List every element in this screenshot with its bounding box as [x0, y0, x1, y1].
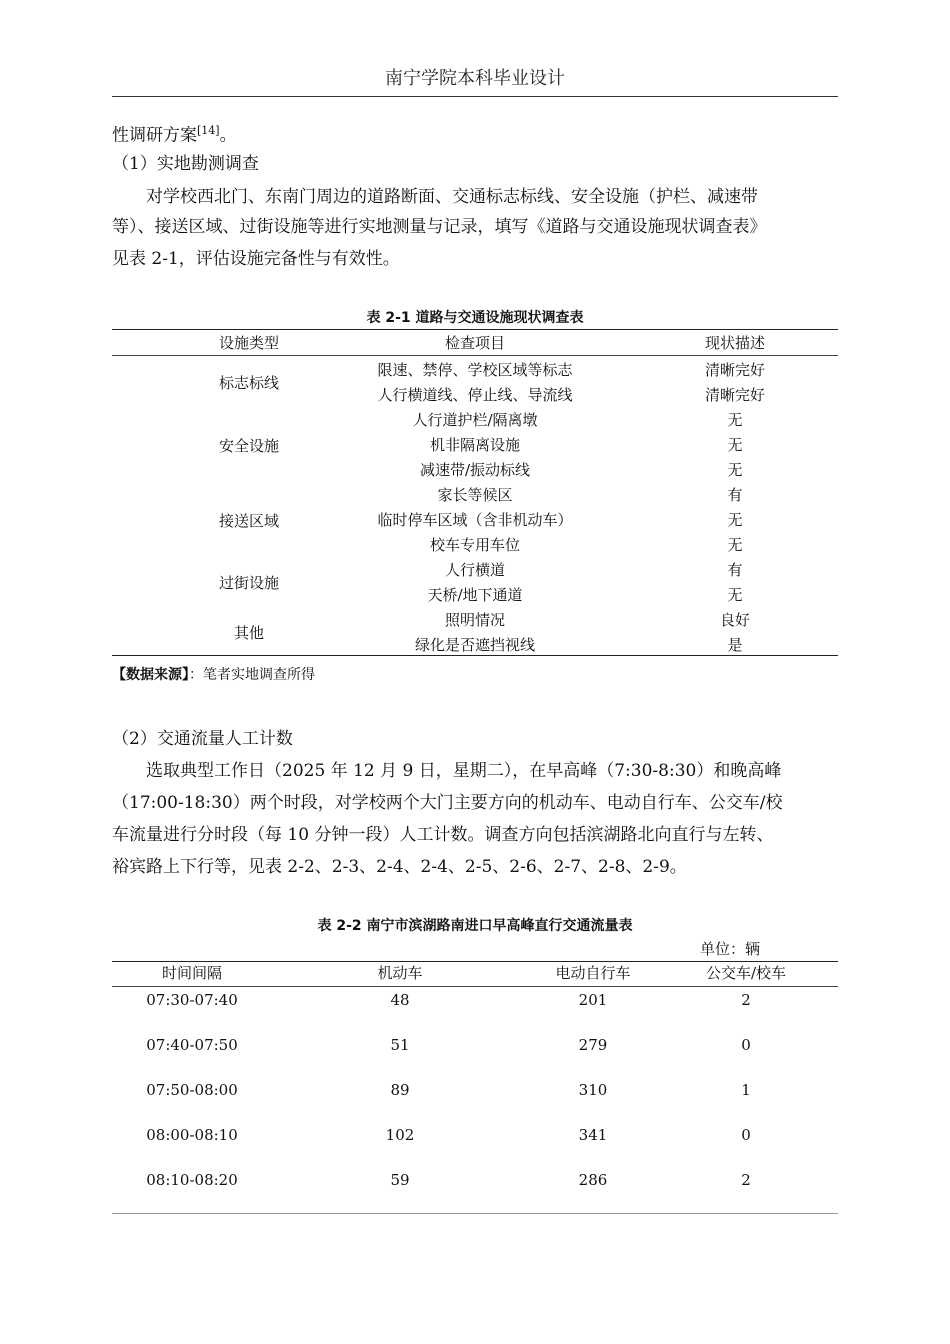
- table1-check-item: 绿化是否遮挡视线: [414, 636, 535, 654]
- table2-bottom-rule: [112, 1213, 838, 1214]
- table1-status: 是: [727, 636, 743, 654]
- table1-facility-type: 过街设施: [218, 574, 279, 592]
- table1-status: 良好: [719, 611, 750, 629]
- table1-source: [112, 665, 315, 685]
- section2-body-line: 车流量进行分时段（每 10 分钟一段）人工计数。调查方向包括滨湖路北向直行与左转、: [112, 825, 774, 845]
- table1-check-item: 天桥/地下通道: [427, 586, 523, 604]
- table2-count-cell: 286: [578, 1171, 608, 1189]
- table1-header-cell: 现状描述: [704, 334, 765, 352]
- table2-unit: 单位：辆: [700, 940, 761, 958]
- table1-status: 无: [727, 411, 743, 429]
- table1-check-item: 限速、禁停、学校区域等标志: [377, 361, 573, 379]
- table2-top-rule: [112, 961, 838, 962]
- table2-count-cell: 1: [741, 1081, 751, 1099]
- source-label: 【数据来源】: [112, 667, 189, 683]
- section2-body-line: （17:00-18:30）两个时段，对学校两个大门主要方向的机动车、电动自行车、公交车/校: [112, 793, 783, 813]
- table2-header-cell: 机动车: [377, 964, 423, 982]
- section1-body-line: 等）、接送区域、过街设施等进行实地测量与记录，填写《道路与交通设施现状调查表》: [112, 217, 767, 237]
- table1-status: 清晰完好: [704, 361, 765, 379]
- section2-body-line: 裕宾路上下行等，见表 2-2、2-3、2-4、2-4、2-5、2-6、2-7、2-8、2-9。: [112, 857, 687, 877]
- table1-check-item: 人行道护栏/隔离墩: [412, 411, 538, 429]
- table2-header-cell: 公交车/校车: [705, 964, 787, 982]
- table2-count-cell: 102: [385, 1126, 415, 1144]
- table2-count-cell: 89: [390, 1081, 410, 1099]
- table2-time-cell: 07:40-07:50: [146, 1036, 238, 1054]
- section2-heading: （2）交通流量人工计数: [112, 729, 293, 749]
- intro-tail-end: 。: [219, 125, 237, 146]
- table2-count-cell: 0: [741, 1036, 751, 1054]
- table1-status: 有: [727, 561, 743, 579]
- table1-status: 有: [727, 486, 743, 504]
- table1-check-item: 机非隔离设施: [429, 436, 520, 454]
- table1-check-item: 家长等候区: [437, 486, 513, 504]
- table1-status: 无: [727, 511, 743, 529]
- table1-check-item: 临时停车区域（含非机动车）: [377, 511, 573, 529]
- intro-tail-text: 性调研方案: [112, 125, 197, 146]
- table2-header-cell: 电动自行车: [555, 964, 631, 982]
- table2-time-cell: 07:30-07:40: [146, 991, 238, 1009]
- table2-count-cell: 2: [741, 991, 751, 1009]
- table1-check-item: 校车专用车位: [429, 536, 520, 554]
- table1-facility-type: 接送区域: [218, 511, 279, 530]
- table2-count-cell: 0: [741, 1126, 751, 1144]
- table1-status: 无: [727, 461, 743, 479]
- section1-body-line: 见表 2-1，评估设施完备性与有效性。: [112, 249, 400, 269]
- table2-count-cell: 2: [741, 1171, 751, 1189]
- table1-check-item: 人行横道线、停止线、导流线: [377, 386, 573, 404]
- table2-count-cell: 201: [578, 991, 608, 1009]
- table2-time-cell: 08:00-08:10: [146, 1126, 238, 1144]
- table1-check-item: 减速带/振动标线: [419, 461, 531, 479]
- table2-header-rule: [112, 986, 838, 987]
- section2-body-line: 选取典型工作日（2025 年 12 月 9 日，星期二），在早高峰（7:30-8:30）和晚高峰: [146, 761, 782, 781]
- source-text: ：笔者实地调查所得: [189, 667, 315, 683]
- table1-status: 无: [727, 586, 743, 604]
- section1-heading: （1）实地勘测调查: [112, 154, 259, 174]
- table2-caption: 表 2-2 南宁市滨湖路南进口早高峰直行交通流量表: [317, 918, 633, 934]
- table2-count-cell: 59: [390, 1171, 410, 1189]
- table2-time-cell: 07:50-08:00: [146, 1081, 238, 1099]
- table1-facility-type: 标志标线: [218, 374, 279, 392]
- table2-count-cell: 51: [390, 1036, 410, 1054]
- table1-header-rule: [112, 355, 838, 356]
- intro-tail-line: [112, 117, 237, 150]
- header-divider: [112, 96, 838, 97]
- citation-ref: [14]: [197, 124, 220, 137]
- table1-check-item: 人行横道: [444, 561, 505, 579]
- table1-status: 无: [727, 436, 743, 454]
- table2-count-cell: 341: [578, 1126, 608, 1144]
- table1-bottom-rule: [112, 655, 838, 656]
- table2-count-cell: 48: [390, 991, 410, 1009]
- table1-check-item: 照明情况: [444, 611, 505, 629]
- table1-top-rule: [112, 329, 838, 330]
- table1-facility-type: 其他: [233, 624, 264, 642]
- table1-facility-type: 安全设施: [218, 436, 279, 455]
- table2-count-cell: 310: [578, 1081, 608, 1099]
- table2-header-cell: 时间间隔: [161, 964, 222, 982]
- table1-header-cell: 检查项目: [444, 334, 505, 352]
- page-header-title: 南宁学院本科毕业设计: [385, 68, 565, 89]
- table1-caption: 表 2-1 道路与交通设施现状调查表: [366, 310, 584, 326]
- table2-time-cell: 08:10-08:20: [146, 1171, 238, 1189]
- table2-count-cell: 279: [578, 1036, 608, 1054]
- table1-header-cell: 设施类型: [218, 334, 279, 352]
- section1-body-line: 对学校西北门、东南门周边的道路断面、交通标志标线、安全设施（护栏、减速带: [146, 187, 758, 207]
- table1-status: 无: [727, 536, 743, 554]
- table1-status: 清晰完好: [704, 386, 765, 404]
